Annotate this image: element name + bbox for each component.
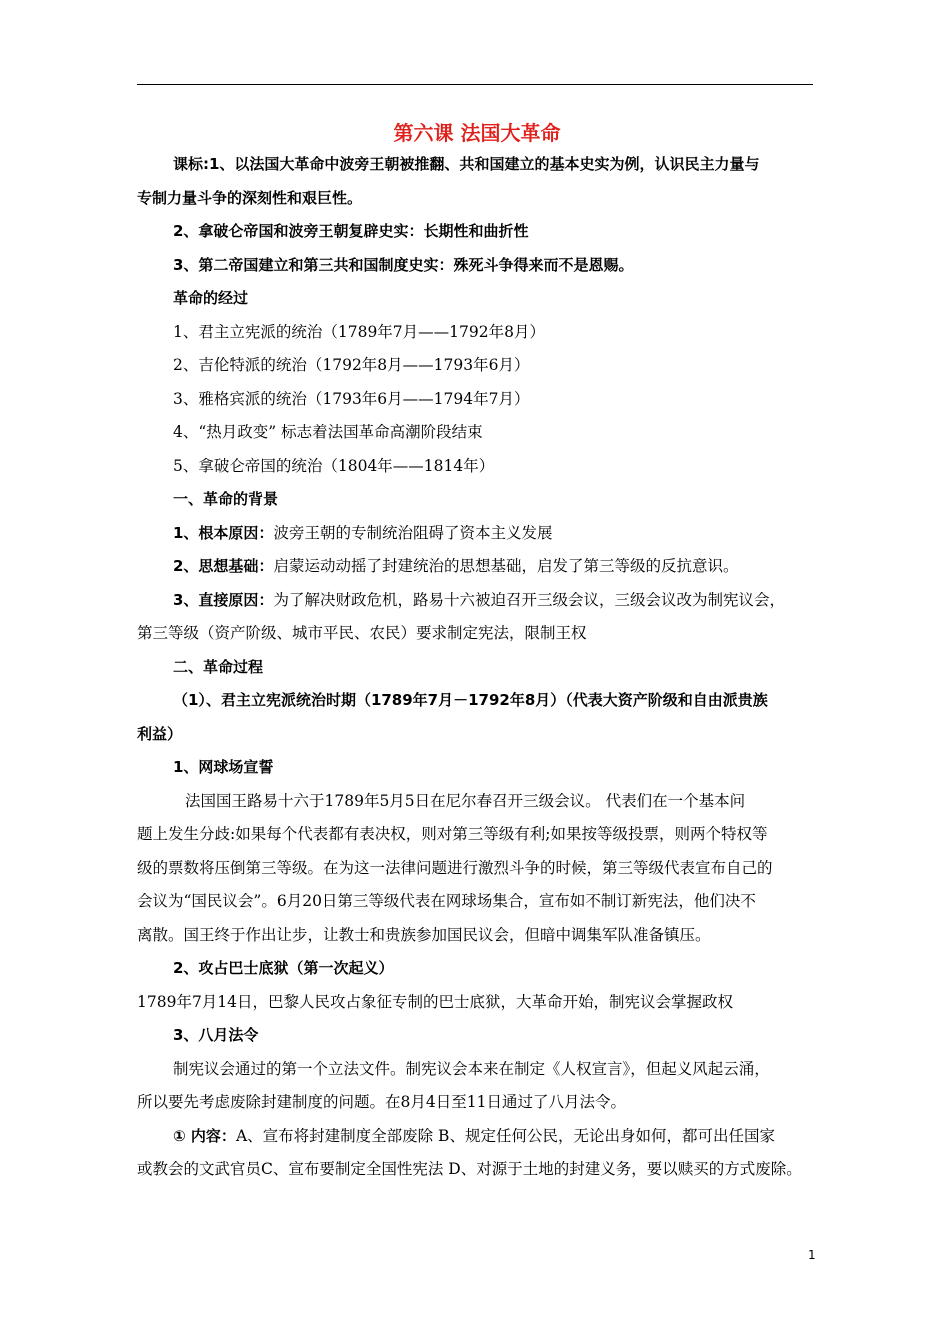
course-item: 3、雅格宾派的统治（1793年6月——1794年7月） [173,389,530,408]
background-root-cause [137,517,817,551]
course-item: 2、吉伦特派的统治（1792年8月——1793年6月） [173,356,530,374]
course-item: 1、君主立宪派的统治（1789年7月——1792年8月） [173,322,545,341]
standards-line-2: 专制力量斗争的深刻性和艰巨性。 [137,188,363,207]
root-cause-label: 1、根本原因： [173,523,274,542]
background-direct-cause-cont: 第三等级（资产阶级、城市平民、农民）要求制定宪法，限制王权 [137,624,587,642]
page-title: 第六课 法国大革命 [393,121,561,145]
oath-line: 法国国王路易十六于1789年5月5日在尼尔春召开三级会议。 代表们在一个基本问 [185,791,746,810]
course-heading: 革命的经过 [173,289,249,307]
content-text: A、宣布将封建制度全部废除 B、规定任何公民，无论出身如何，都可出任国家 [235,1126,775,1145]
august-heading: 3、八月法令 [173,1026,259,1044]
direct-cause-text: 为了解决财政危机，路易十六被迫召开三级会议，三级会议改为制宪议会， [273,590,785,609]
course-item: 4、“热月政变” 标志着法国革命高潮阶段结束 [173,423,483,441]
oath-line: 级的票数将压倒第三等级。在为这一法律问题进行激烈斗争的时候，第三等级代表宣布自己的 [137,858,773,877]
oath-line: 题上发生分歧:如果每个代表都有表决权，则对第三等级有利;如果按等级投票，则两个特权等 [137,825,768,843]
process-heading: 二、革命过程 [173,657,264,676]
bastille-heading: 2、攻占巴士底狱（第一次起义） [173,959,394,977]
bastille-text: 1789年7月14日，巴黎人民攻占象征专制的巴士底狱，大革命开始，制宪议会掌握政权 [137,992,734,1011]
idea-basis-text: 启蒙运动动摇了封建统治的思想基础，启发了第三等级的反抗意识。 [273,557,739,575]
oath-heading: 1、网球场宣誓 [173,758,274,776]
direct-cause-label: 3、直接原因： [173,590,274,609]
standards-item-3: 3、第二帝国建立和第三共和国制度史实：殊死斗争得来而不是恩赐。 [173,255,634,274]
background-heading: 一、革命的背景 [173,490,279,508]
course-item: 5、拿破仑帝国的统治（1804年——1814年） [173,456,495,475]
content-line-1 [137,1120,817,1154]
document-body [137,118,817,1187]
period-line-1: （1）、君主立宪派统治时期（1789年7月－1792年8月）（代表大资产阶级和自由派贵族 [173,691,768,709]
background-idea-basis [137,550,817,584]
content-line-2: 或教会的文武官员C、宣布要制定全国性宪法 D、对源于土地的封建义务，要以赎买的方式废除。 [137,1160,802,1178]
standards-item-2: 2、拿破仑帝国和波旁王朝复辟史实：长期性和曲折性 [173,222,529,240]
oath-line: 离散。国王终于作出让步，让教士和贵族参加国民议会，但暗中调集军队准备镇压。 [137,925,711,944]
oath-line: 会议为“国民议会”。6月20日第三等级代表在网球场集合，宣布如不制订新宪法，他们决不 [137,892,756,910]
root-cause-text: 波旁王朝的专制统治阻碍了资本主义发展 [273,523,553,542]
background-direct-cause [137,584,817,618]
august-line: 制宪议会通过的第一个立法文件。制宪议会本来在制定《人权宣言》，但起义风起云涌， [173,1059,770,1078]
content-label: ① 内容： [173,1126,236,1145]
standards-line-1: 课标:1、以法国大革命中波旁王朝被推翻、共和国建立的基本史实为例，认识民主力量与 [173,155,760,173]
idea-basis-label: 2、思想基础： [173,557,274,575]
period-line-2: 利益） [137,724,183,743]
header-rule [137,84,813,85]
august-line: 所以要先考虑废除封建制度的问题。在8月4日至11日通过了八月法令。 [137,1093,626,1111]
page-number: 1 [808,1248,816,1262]
